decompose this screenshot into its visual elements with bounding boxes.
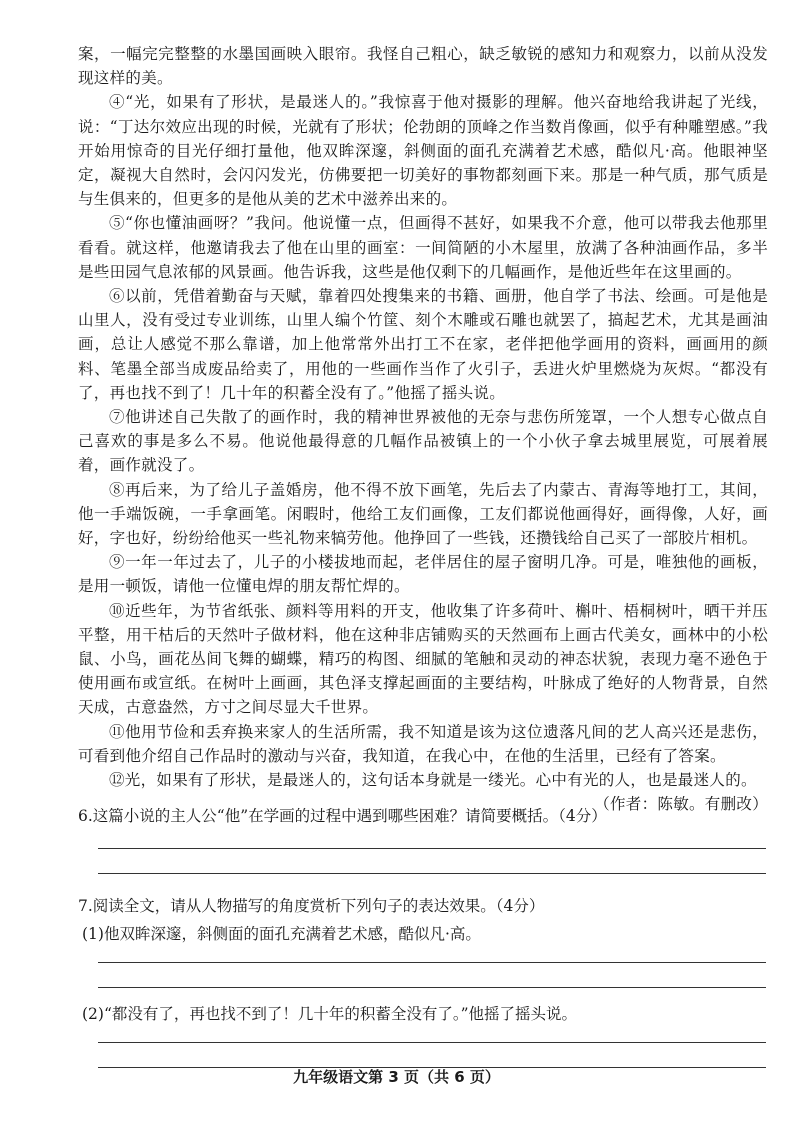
question-7-part-1: (1)他双眸深邃，斜侧面的面孔充满着艺术感，酷似凡·高。: [82, 925, 481, 943]
question-7-part-2: (2)“都没有了，再也找不到了！几十年的积蓄全没有了。”他摇了摇头说。: [82, 1005, 578, 1023]
passage-paragraph-11: ⑪他用节俭和丢弃换来家人的生活所需，我不知道是该为这位遗落凡间的艺人高兴还是悲伤，可看到他介绍自己作品时的激动与兴奋，我知道，在我心中，在他的生活里，已经有了答案。: [78, 722, 768, 765]
passage-paragraph-7: ⑦他讲述自己失散了的画作时，我的精神世界被他的无奈与悲伤所笼罩，一个人想专心做点自己喜欢的事是多么不易。他说他最得意的几幅作品被镇上的一个小伙子拿去城里展览，可展着展着，画作就没了。: [78, 408, 768, 475]
page-footer: 九年级语文第 3 页（共 6 页）: [293, 1068, 500, 1086]
answer-line[interactable]: [98, 987, 766, 988]
author-note: （作者：陈敏。有删改）: [594, 795, 768, 814]
answer-line[interactable]: [98, 1042, 766, 1043]
answer-line[interactable]: [98, 873, 766, 874]
answer-line[interactable]: [98, 962, 766, 963]
passage-paragraph-6: ⑥以前，凭借着勤奋与天赋，靠着四处搜集来的书籍、画册，他自学了书法、绘画。可是他是山里人，没有受过专业训练，山里人编个竹筐、刻个木雕或石雕也就罢了，搞起艺术，尤其是画油画，总让人感觉不那么靠谱，加上他常常外出打工不在家，老伴把他学画用的资料，画画用的颜料、笔墨全部当成废品给卖了，用他的一些画作当作了火引子，丢进火炉里燃烧为灰烬。“都没有了，再也找不到了！几十年的积蓄全没有了。”他摇了摇头说。: [78, 287, 768, 402]
passage-paragraph-12: ⑫光，如果有了形状，是最迷人的，这句话本身就是一缕光。心中有光的人，也是最迷人的。: [109, 771, 757, 790]
passage-paragraph-10: ⑩近些年，为节省纸张、颜料等用料的开支，他收集了许多荷叶、槲叶、梧桐树叶，晒干并压平整，用干枯后的天然叶子做材料，他在这种非店铺购买的天然画布上画古代美女，画林中的小松鼠、小鸟，画花丛间飞舞的蝴蝶，精巧的构图、细腻的笔触和灵动的神态状貌，表现力毫不逊色于使用画布或宣纸。在树叶上画画，其色泽支撑起画面的主要结构，叶脉成了绝好的人物背景，自然天成，古意盎然，方寸之间尽显大千世界。: [78, 601, 768, 717]
questions-section: [78, 804, 768, 1068]
passage-paragraph-9: ⑨一年一年过去了，儿子的小楼拔地而起，老伴居住的屋子窗明几净。可是，唯独他的画板，是用一顿饭，请他一位懂电焊的朋友帮忙焊的。: [78, 553, 768, 596]
passage-paragraph-5: ⑤“你也懂油画呀？”我问。他说懂一点，但画得不甚好，如果我不介意，他可以带我去他那里看看。就这样，他邀请我去了他在山里的画室：一间简陋的小木屋里，放满了各种油画作品，多半是些田园气息浓郁的风景画。他告诉我，这些是他仅剩下的几幅画作，是他近些年在这里画的。: [78, 214, 768, 281]
passage-paragraph-3-tail: 案，一幅完完整整的水墨国画映入眼帘。我怪自己粗心，缺乏敏锐的感知力和观察力，以前从没发现这样的美。: [78, 45, 768, 88]
passage-paragraph-8: ⑧再后来，为了给儿子盖婚房，他不得不放下画笔，先后去了内蒙古、青海等地打工，其间，他一手端饭碗，一手拿画笔。闲暇时，他给工友们画像，工友们都说他画得好，画得像，人好，画好，字也好，纷纷给他买一些礼物来犒劳他。他挣回了一些钱，还攒钱给自己买了一部胶片相机。: [78, 480, 768, 548]
question-7: 7.阅读全文，请从人物描写的角度赏析下列句子的表达效果。（4分）: [78, 897, 545, 915]
answer-line[interactable]: [98, 848, 766, 849]
passage-paragraph-4: ④“光，如果有了形状，是最迷人的。”我惊喜于他对摄影的理解。他兴奋地给我讲起了光线，说：“丁达尔效应出现的时候，光就有了形状；伦勃朗的顶峰之作当数肖像画，似乎有种雕塑感。”我开始用惊奇的目光仔细打量他，他双眸深邃，斜侧面的面孔充满着艺术感，酷似凡·高。他眼神坚定，凝视大自然时，会闪闪发光，仿佛要把一切美好的事物都刻画下来。那是一种气质，那气质是与生俱来的，但更多的是他从美的艺术中滋养出来的。: [78, 93, 768, 209]
question-6: 6.这篇小说的主人公“他”在学画的过程中遇到哪些困难？请简要概括。（4分）: [78, 807, 607, 825]
reading-passage: [78, 42, 768, 817]
